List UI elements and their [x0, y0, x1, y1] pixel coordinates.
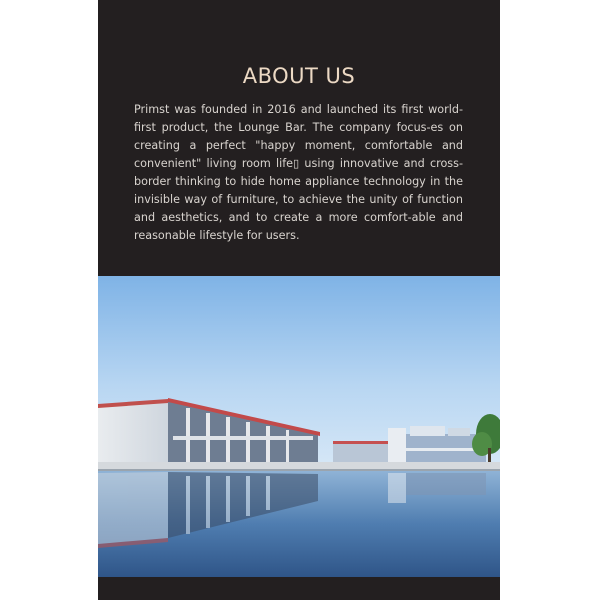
about-paragraph: Primst was founded in 2016 and launched its first world-first product, the Lounge Bar. The company focus-es on creating a perfect "happy moment, comfortable and convenient" living room life▯ using innovative and cross-border thinking to hide home appliance technology in the invisible way of furniture, to achieve the unity of function and aesthetics, and to create a more comfort-able and reasonable lifestyle for users.	[134, 103, 463, 242]
page-title: ABOUT US	[242, 64, 356, 89]
about-us-panel	[98, 0, 500, 600]
footer-strip	[98, 577, 500, 600]
promenade	[98, 462, 500, 470]
factory-campus-photo	[98, 276, 500, 577]
